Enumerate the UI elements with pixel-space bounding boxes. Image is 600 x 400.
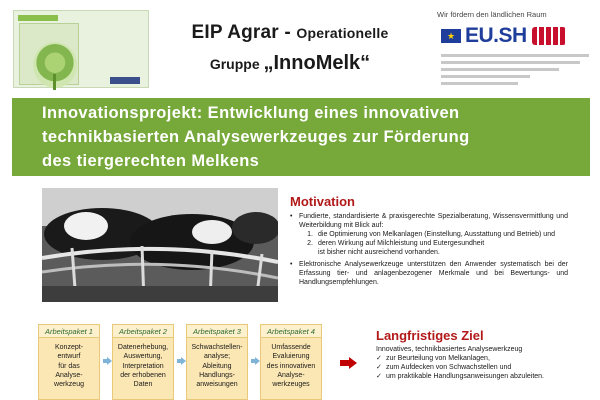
checkmark-icon: ✓ [376, 364, 382, 371]
bullet-dot-icon: • [290, 213, 293, 220]
work-package-1-body: Konzept- entwurf für das Analyse- werkzeug [54, 344, 84, 389]
banner-line-2: technikbasierten Analysewerkzeuges zur Förderung [42, 128, 470, 146]
work-package-3-head: Arbeitspaket 3 [187, 325, 247, 338]
motivation-title: Motivation [290, 194, 355, 209]
bullet-1-tail-text: ist bisher nicht ausreichend vorhanden. [318, 249, 440, 256]
subitem-2-number: 2. [307, 240, 313, 247]
eu-sh-logo [437, 10, 593, 92]
flow-arrow-icon [177, 357, 185, 365]
eu-sh-fineprint [441, 54, 589, 89]
title-sub: Operationelle [296, 25, 389, 41]
work-package-1 [38, 324, 100, 400]
coat-of-arms-icon [532, 27, 566, 45]
motivation-bullet-2 [290, 260, 568, 287]
bullet-dot-icon: • [290, 261, 293, 268]
motivation-section [290, 194, 568, 287]
motivation-bullet-2-text: Elektronische Analysewerkzeuge unterstützen den Anwender systematisch bei der Erfassung tier- und anlagenbezogener Merkmale und bei Bewertungs- und Handlungsempfehlungen. [299, 261, 568, 286]
tree-trunk [53, 74, 56, 90]
logo-panel [19, 23, 79, 85]
motivation-bullet-1-text: Fundierte, standardisierte & praxisgerechte Spezialberatung, Wissensvermittlung und Weiterbildung mit Blick auf: [299, 213, 568, 229]
eu-sh-tagline: Wir fördern den ländlichen Raum [437, 10, 547, 19]
work-package-4-body: Umfassende Evaluierung des innovativen Analyse- werkzeuges [266, 344, 316, 389]
title-line-2 [155, 52, 425, 75]
goal-item-2-text: zum Aufdecken von Schwachstellen und [386, 364, 512, 371]
logo-strip [18, 15, 58, 21]
work-package-1-head: Arbeitspaket 1 [39, 325, 99, 338]
goal-item-1-text: zur Beurteilung von Melkanlagen, [386, 355, 490, 362]
title-line-1 [155, 22, 425, 44]
motivation-bullet-1 [290, 212, 568, 230]
goal-item-2 [376, 363, 591, 372]
flow-arrow-icon [103, 357, 111, 365]
goal-subtitle: Innovatives, technikbasiertes Analysewerkzeug [376, 346, 523, 353]
work-package-3 [186, 324, 248, 400]
work-package-4-head: Arbeitspaket 4 [261, 325, 321, 338]
project-banner [12, 98, 590, 176]
eu-mini-flag-icon [110, 77, 140, 84]
checkmark-icon: ✓ [376, 355, 382, 362]
milking-parlour-illustration [42, 188, 278, 302]
work-package-2-body: Datenerhebung, Auswertung, Interpretation der erhobenen Daten [117, 344, 169, 389]
goal-item-1 [376, 354, 591, 363]
work-package-2 [112, 324, 174, 400]
eip-logo-card [13, 10, 149, 88]
eu-sh-row [441, 24, 566, 48]
milking-parlour-photo [42, 188, 278, 302]
banner-line-3: des tiergerechten Melkens [42, 152, 260, 170]
goal-title: Langfristiges Ziel [376, 328, 484, 343]
eu-sh-brand: EU.SH [465, 24, 527, 47]
motivation-subitem-2 [290, 239, 568, 248]
motivation-bullet-1-tail [290, 248, 568, 257]
title-name: „InnoMelk“ [263, 52, 371, 74]
title-group: Gruppe [209, 56, 260, 72]
eu-flag-icon: ★ [441, 29, 461, 43]
checkmark-icon: ✓ [376, 373, 382, 380]
subitem-1-number: 1. [307, 231, 313, 238]
work-package-4 [260, 324, 322, 400]
banner-line-1: Innovationsprojekt: Entwicklung eines innovativen [42, 104, 460, 122]
title-main: EIP Agrar - [191, 22, 291, 43]
subitem-1-text: die Optimierung von Melkanlagen (Einstellung, Ausstattung und Betrieb) und [318, 231, 555, 238]
goal-item-3-text: um praktikable Handlungsanweisungen abzuleiten. [386, 373, 544, 380]
goal-arrow-icon [340, 357, 358, 369]
work-package-3-body: Schwachstellen- analyse; Ableitung Handlungs- anweisungen [191, 344, 243, 389]
goal-item-3 [376, 372, 591, 381]
goal-section [376, 328, 591, 381]
subitem-2-text: deren Wirkung auf Milchleistung und Eutergesundheit [318, 240, 485, 247]
work-package-2-head: Arbeitspaket 2 [113, 325, 173, 338]
flow-arrow-icon [251, 357, 259, 365]
page-title [155, 22, 425, 75]
motivation-subitem-1 [290, 230, 568, 239]
